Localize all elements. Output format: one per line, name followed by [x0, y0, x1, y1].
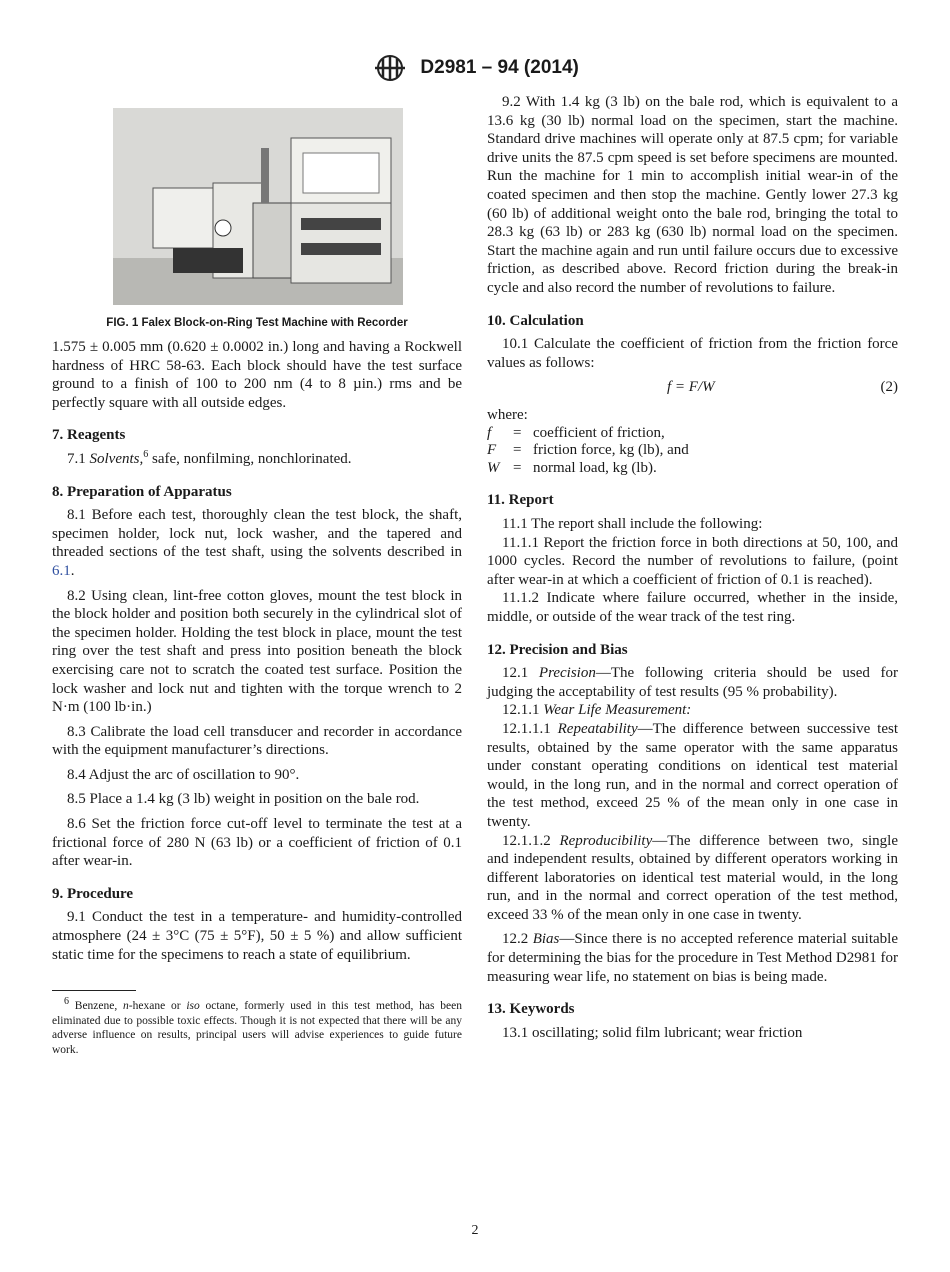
section-link-6-1[interactable]: 6.1 — [52, 562, 71, 579]
paragraph-12-1-1-2: 12.1.1.2 Reproducibility—The difference between two, single and independent results, obtained by different operators working in different laboratories on identical test material would, in the long run, and in the normal and correct operation of the test method, exceed 33 % of the mean only in one case in twenty. — [487, 832, 898, 923]
section-heading-calculation: 10. Calculation — [487, 312, 584, 329]
paragraph-13-1: 13.1 oscillating; solid film lubricant; wear friction — [502, 1024, 803, 1041]
paragraph-11-1-2: 11.1.2 Indicate where failure occurred, whether in the inside, middle, or outside of the wear track of the test ring. — [487, 590, 898, 625]
section-heading-reagents: 7. Reagents — [52, 427, 126, 444]
paragraph-10-1: 10.1 Calculate the coefficient of friction from the friction force values as follows: — [487, 336, 898, 371]
page-header — [0, 54, 950, 82]
section-heading-keywords: 13. Keywords — [487, 1001, 575, 1018]
paragraph-11-1-1: 11.1.1 Report the friction force in both directions at 50, 100, and 1000 cycles. Record the number of revolutions to failure, (point after wear-in at which a coefficient of friction of 0.1 is reached). — [487, 534, 898, 588]
paragraph-12-1: 12.1 Precision—The following criteria should be used for judging the acceptability of test results (95 % probability). — [487, 665, 899, 700]
section-heading-preparation: 8. Preparation of Apparatus — [52, 483, 232, 500]
footnote-divider — [52, 990, 136, 991]
variable-definitions: f = coefficient of friction, F = friction force, kg (lb), and W = normal load, kg (lb). — [487, 424, 689, 476]
paragraph-12-2: 12.2 Bias—Since there is no accepted reference material suitable for determining the bias for the procedure in Test Method D2981 for measuring wear life, no statement on bias is being made. — [487, 931, 898, 985]
paragraph-8-4: 8.4 Adjust the arc of oscillation to 90°. — [67, 766, 300, 783]
footnote: $^6$ Benzene, n-hexane or iso octane, formerly used in this test method, has been eliminated due to possible toxic effects. Though it is not expected that there will be any adverse influence on results, principal users will advise experiences to guide future work. — [52, 996, 462, 1056]
paragraph-8-1: 8.1 Before each test, thoroughly clean the test block, the shaft, specimen holder, lock nut, lock washer, and the tapered and threaded sections of the test shaft, using the solvents described in 6.1. — [52, 507, 462, 579]
section-heading-precision: 12. Precision and Bias — [487, 641, 628, 658]
paragraph-9-1: 9.1 Conduct the test in a temperature- and humidity-controlled atmosphere (24 ± 3°C (75 ± 5°F), 50 ± 5 %) and allow sufficient static time for the specimens to reach a state of equilibrium. — [52, 909, 462, 963]
paragraph-12-1-1-1: 12.1.1.1 Repeatability—The difference between successive test results, obtained by the same operator with the same apparatus under constant operating conditions on identical test material would, in the long run, and in the normal and correct operation of the test method, exceed 25 % of the mean only in one case in twenty. — [487, 720, 899, 830]
paragraph: 1.575 ± 0.005 mm (0.620 ± 0.0002 in.) long and having a Rockwell hardness of HRC 58-63. Each block should have the test surface ground to a finish of 100 to 200 nm (4 to 8 µin.) rms and be perfectly square with all outside edges. — [52, 339, 462, 411]
figure-caption: FIG. 1 Falex Block-on-Ring Test Machine with Recorder — [106, 317, 408, 329]
page-number: 2 — [471, 1223, 479, 1238]
paragraph-11-1: 11.1 The report shall include the following: — [502, 516, 763, 532]
section-heading-procedure: 9. Procedure — [52, 885, 134, 902]
paragraph-8-5: 8.5 Place a 1.4 kg (3 lb) weight in position on the bale rod. — [67, 791, 420, 808]
paragraph-8-3: 8.3 Calibrate the load cell transducer and recorder in accordance with the equipment manufacturer’s directions. — [52, 723, 462, 759]
test-machine-photo — [113, 108, 403, 305]
document-title: D2981 – 94 (2014) — [420, 57, 579, 79]
paragraph-7-1: 7.1 Solvents,$^6$ safe, nonfilming, nonchlorinated. — [67, 448, 352, 467]
paragraph-9-2: 9.2 With 1.4 kg (3 lb) on the bale rod, which is equivalent to a 13.6 kg (30 lb) normal load on the specimen, start the machine. Standard drive machines will operate only at 87.5 cpm; for variable drive units the 87.5 cpm speed is set before specimens are mounted. Run the machine for 1 min to accomplish initial wear-in of the coated specimen and then stop the machine. Gently lower 27.3 kg (60 lb) of additional weight onto the bale rod, bringing the total to 28.3 kg (63 lb) or 283 kg (630 lb) normal load on the specimen. Start the machine again and run until failure occurs due to excessive friction, as described above. Record friction during the break-in cycle and also record the number of revolutions to failure. — [487, 94, 898, 296]
paragraph-8-6: 8.6 Set the friction force cut-off level to terminate the test at a frictional force of 280 N (63 lb) or a coefficient of friction of 0.1 after wear-in. — [52, 816, 462, 870]
paragraph-12-1-1: 12.1.1 Wear Life Measurement: — [502, 702, 692, 719]
section-heading-report: 11. Report — [487, 492, 554, 509]
right-column — [487, 93, 898, 1042]
equation: f = F/W (2) — [667, 379, 898, 396]
where-label: where: — [487, 407, 528, 424]
left-column — [52, 338, 462, 1058]
paragraph-8-2: 8.2 Using clean, lint-free cotton gloves, mount the test block in the block holder and position both securely in the cylindrical slot of the specimen holder. Holding the test block in place, mount the test ring over the test shaft and press into position beneath the block exercising care not to scratch the coated test surface. Position the lock washer and lock nut and tighten with the torque wrench to 2 N·m (100 lb·in.) — [52, 587, 462, 716]
astm-logo — [371, 54, 409, 82]
